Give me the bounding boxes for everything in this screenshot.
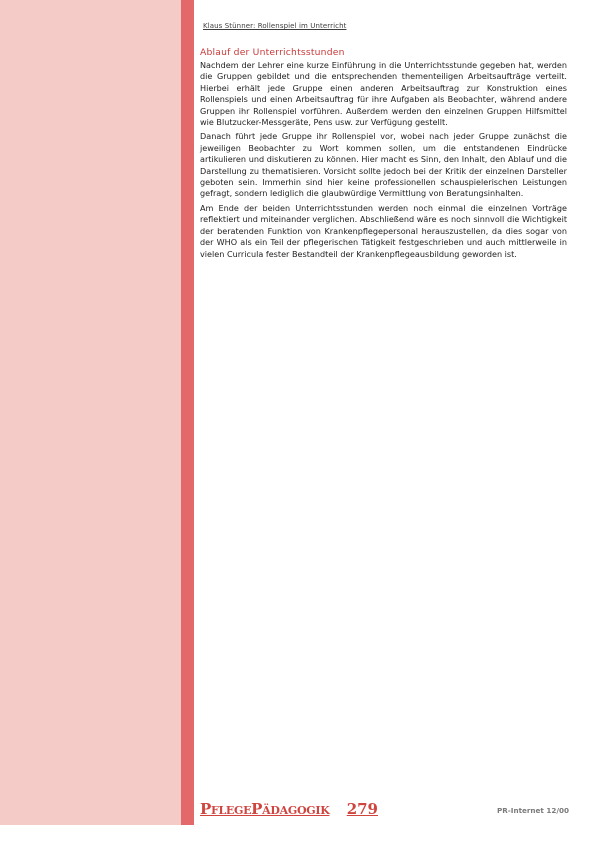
issue-label: PR-Internet 12/00 [497,806,569,815]
article-body [200,47,567,263]
paragraph-1: Nachdem der Lehrer eine kurze Einführung in die Unterrichtsstunde gegeben hat, werden die Gruppen gebildet und die entsprechenden thementeiligen Arbeitsaufträge verteilt. Hierbei erhält jede Gruppe einen anderen Arbeitsauftrag zur Konstruktion eines Rollenspiels und einen Arbeitsauftrag für ihre Aufgaben als Beobachter, während andere Gruppen ihr Rollenspiel vorführen. Außerdem werden den einzelnen Gruppen Hilfsmittel wie Blutzucker-Messgeräte, Pens usw. zur Verfügung gestellt. [200,60,567,128]
brand-name: PflegePädagogik [200,800,330,818]
paragraph-3: Am Ende der beiden Unterrichtsstunden werden noch einmal die einzelnen Vorträge reflektiert und miteinander verglichen. Abschließend wäre es noch sinnvoll die Wichtigkeit der beratenden Funktion von Krankenpflegepersonal herauszustellen, da dies sogar von der WHO als ein Teil der pflegerischen Tätigkeit festgeschrieben und auch mittlerweile in vielen Curricula fester Bestandteil der Krankenpflegeausbildung geworden ist. [200,202,567,259]
paragraph-2: Danach führt jede Gruppe ihr Rollenspiel vor, wobei nach jeder Gruppe zunächst die jeweiligen Beobachter zu Wort kommen sollen, um die entstandenen Eindrücke artikulieren und diskutieren zu können. Hier macht es Sinn, den Inhalt, den Ablauf und die Darstellung zu thematisieren. Vorsicht sollte jedoch bei der Kritik der einzelnen Darsteller geboten sein. Immerhin sind hier keine professionellen schauspielerischen Leistungen gefragt, sondern lediglich die glaubwürdige Vermittlung von Beratungsinhalten. [200,131,567,199]
margin-band [0,0,181,825]
page-number: 279 [346,800,378,818]
footer-brand [200,800,378,818]
running-head: Klaus Stünner: Rollenspiel im Unterricht [203,22,347,30]
section-title: Ablauf der Unterrichtsstunden [200,47,345,58]
margin-rule [181,0,194,825]
